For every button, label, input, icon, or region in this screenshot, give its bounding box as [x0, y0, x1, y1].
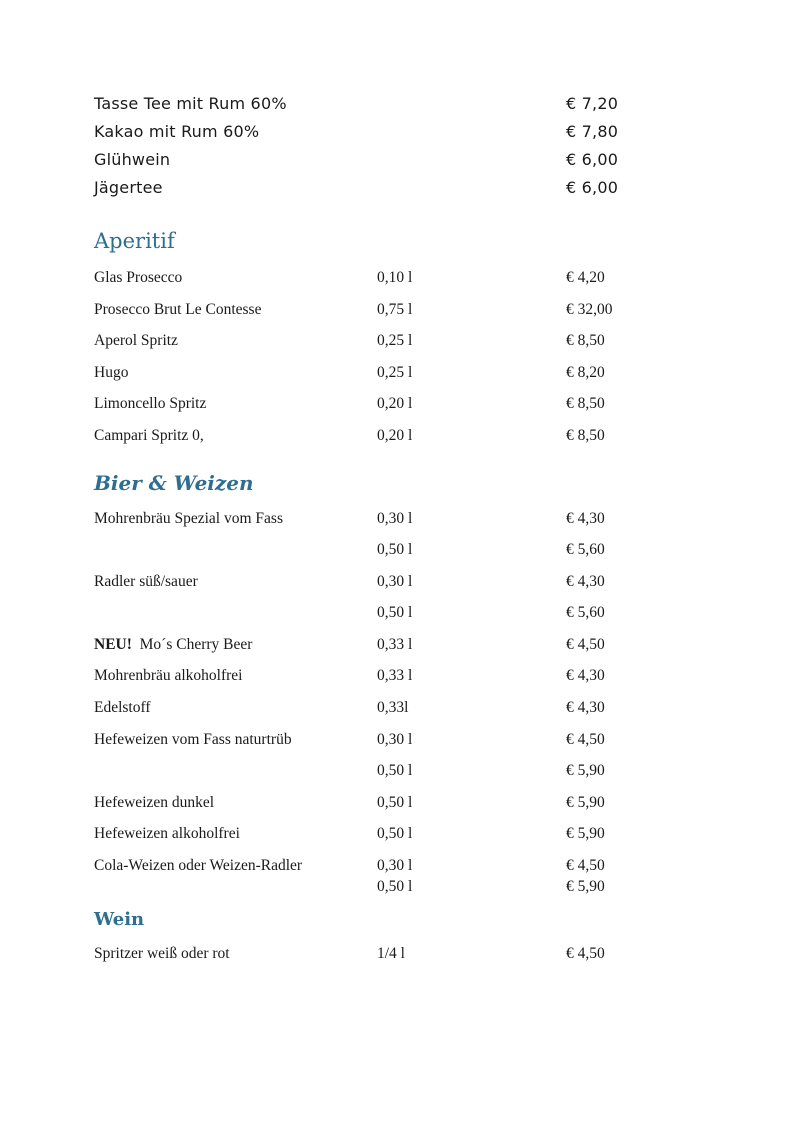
item-size: 0,25 l	[377, 332, 413, 349]
item-name: Spritzer weiß oder rot	[94, 945, 230, 962]
item-price: € 5,90	[566, 762, 605, 779]
item-price: € 5,90	[566, 794, 605, 811]
item-price: € 4,30	[566, 699, 605, 716]
item-price: € 5,60	[566, 541, 605, 558]
item-size: 0,20 l	[377, 427, 413, 444]
item-size: 0,50 l	[377, 825, 413, 842]
item-name: Hugo	[94, 364, 129, 381]
section-heading-wein: Wein	[94, 909, 145, 930]
item-price: € 8,20	[566, 364, 605, 381]
item-size: 0,50 l	[377, 541, 413, 558]
item-price: € 5,90	[566, 878, 605, 895]
item-name: Hefeweizen alkoholfrei	[94, 825, 240, 842]
item-size: 0,50 l	[377, 878, 413, 895]
new-badge: NEU!	[94, 636, 132, 653]
item-size: 0,30 l	[377, 510, 413, 527]
item-price: € 7,80	[566, 122, 619, 141]
item-price: € 4,50	[566, 636, 605, 653]
item-price: € 8,50	[566, 395, 605, 412]
item-price: € 5,60	[566, 604, 605, 621]
item-name: Tasse Tee mit Rum 60%	[94, 94, 287, 113]
item-name: Radler süß/sauer	[94, 573, 198, 590]
item-name: Mohrenbräu Spezial vom Fass	[94, 510, 283, 527]
item-name: Jägertee	[94, 178, 163, 197]
item-size: 0,25 l	[377, 364, 413, 381]
item-price: € 4,30	[566, 573, 605, 590]
item-price: € 8,50	[566, 332, 605, 349]
item-name: Edelstoff	[94, 699, 151, 716]
item-name: Cola-Weizen oder Weizen-Radler	[94, 857, 303, 874]
item-size: 0,50 l	[377, 794, 413, 811]
item-price: € 4,30	[566, 667, 605, 684]
item-name: Prosecco Brut Le Contesse	[94, 301, 262, 318]
item-name: Glas Prosecco	[94, 269, 183, 286]
section-heading-aperitif: Aperitif	[94, 229, 175, 253]
item-name: Hefeweizen dunkel	[94, 794, 215, 811]
item-size: 0,50 l	[377, 604, 413, 621]
item-size: 0,33l	[377, 699, 409, 716]
item-price: € 4,50	[566, 857, 605, 874]
item-name: Glühwein	[94, 150, 171, 169]
item-name: Hefeweizen vom Fass naturtrüb	[94, 731, 292, 748]
item-price: € 4,20	[566, 269, 605, 286]
item-size: 0,30 l	[377, 857, 413, 874]
item-price: € 4,50	[566, 945, 605, 962]
item-price: € 5,90	[566, 825, 605, 842]
item-size: 0,30 l	[377, 731, 413, 748]
item-name: Campari Spritz 0,	[94, 427, 204, 444]
item-size: 1/4 l	[377, 945, 405, 962]
item-size: 0,33 l	[377, 667, 413, 684]
item-price: € 4,50	[566, 731, 605, 748]
item-price: € 6,00	[566, 178, 619, 197]
item-name: Mohrenbräu alkoholfrei	[94, 667, 243, 684]
item-price: € 32,00	[566, 301, 613, 318]
item-name: Kakao mit Rum 60%	[94, 122, 260, 141]
item-size: 0,33 l	[377, 636, 413, 653]
section-heading-bier: Bier & Weizen	[94, 471, 254, 495]
item-name: Aperol Spritz	[94, 332, 178, 349]
item-name: Limoncello Spritz	[94, 395, 207, 412]
item-name-with-badge	[94, 636, 252, 654]
item-name: Mo´s Cherry Beer	[139, 636, 253, 653]
item-size: 0,50 l	[377, 762, 413, 779]
item-size: 0,75 l	[377, 301, 413, 318]
item-price: € 4,30	[566, 510, 605, 527]
item-size: 0,20 l	[377, 395, 413, 412]
item-size: 0,10 l	[377, 269, 413, 286]
item-price: € 6,00	[566, 150, 619, 169]
item-price: € 7,20	[566, 94, 619, 113]
item-size: 0,30 l	[377, 573, 413, 590]
item-price: € 8,50	[566, 427, 605, 444]
